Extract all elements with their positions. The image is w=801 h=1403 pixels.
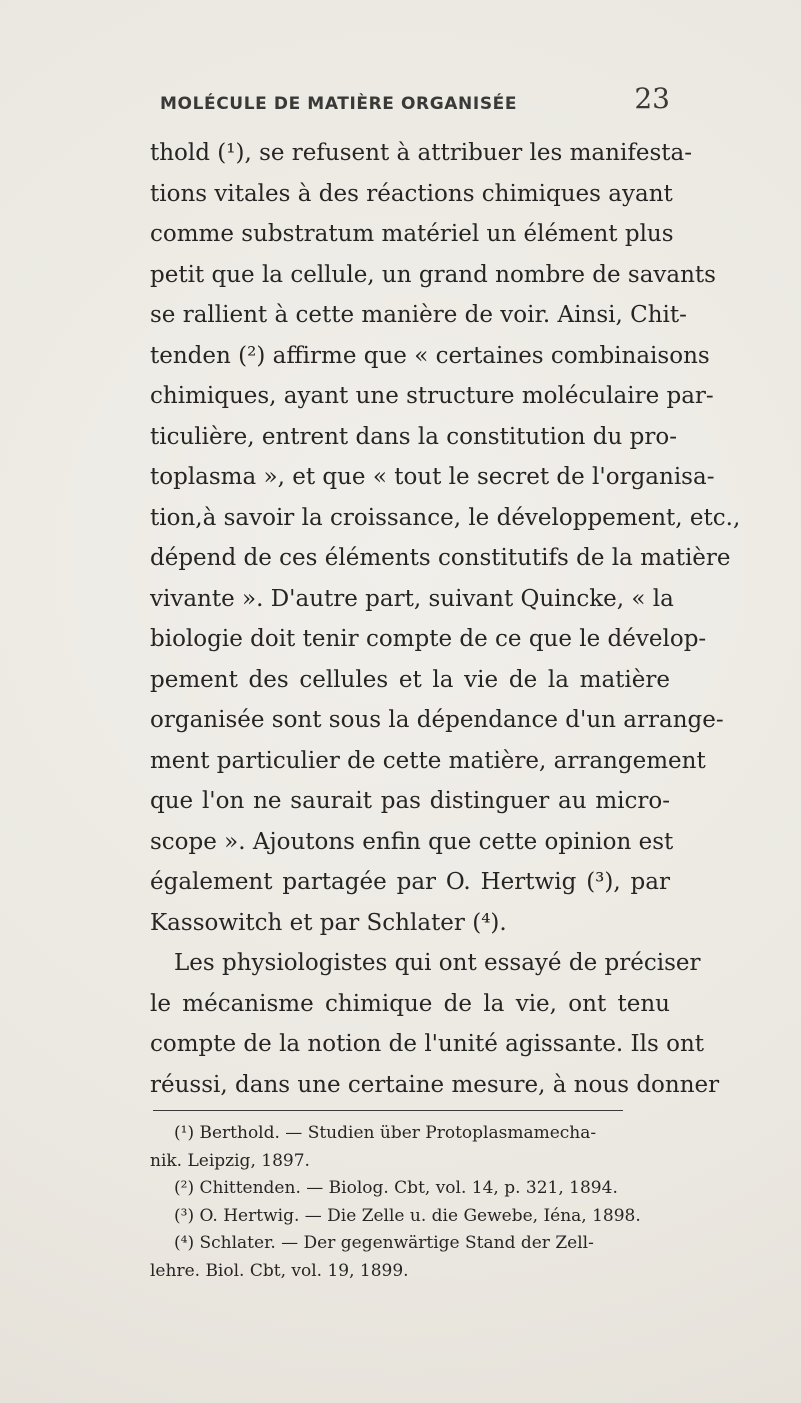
text-line: que l'on ne saurait pas distinguer au micro- — [150, 788, 670, 814]
text-line: scope ». Ajoutons enfin que cette opinion est — [150, 828, 674, 855]
text-line: vivante ». D'autre part, suivant Quincke, « la — [150, 585, 674, 612]
text-line: chimiques, ayant une structure moléculaire par- — [150, 383, 714, 409]
text-line: comme substratum matériel un élément plus — [150, 221, 674, 247]
text-line: toplasma », et que « tout le secret de l'organisa- — [150, 464, 715, 490]
footnote-1: (¹) Berthold. — Studien über Protoplasmamecha- — [174, 1123, 597, 1143]
body-text — [150, 133, 741, 1105]
footnotes — [150, 1120, 665, 1285]
footnote-divider — [153, 1110, 623, 1111]
text-line: pement des cellules et la vie de la matière — [150, 666, 670, 693]
footnote-3: (³) O. Hertwig. — Die Zelle u. die Gewebe, Iéna, 1898. — [174, 1205, 641, 1226]
text-line: Les physiologistes qui ont essayé de préciser — [174, 950, 701, 976]
text-line: ment particulier de cette matière, arrangement — [150, 747, 706, 774]
text-line: tions vitales à des réactions chimiques ayant — [150, 180, 673, 207]
text-line: également partagée par O. Hertwig (³), par — [150, 869, 670, 895]
footnote-2: (²) Chittenden. — Biolog. Cbt, vol. 14, p. 321, 1894. — [174, 1178, 618, 1198]
text-line: réussi, dans une certaine mesure, à nous donner — [150, 1071, 720, 1098]
page-number: 23 — [634, 82, 670, 115]
text-line: organisée sont sous la dépendance d'un arrange- — [150, 707, 724, 733]
text-line: le mécanisme chimique de la vie, ont tenu — [150, 990, 670, 1017]
text-line: tenden (²) affirme que « certaines combinaisons — [150, 342, 710, 369]
text-line: biologie doit tenir compte de ce que le dévelop- — [150, 626, 707, 652]
text-line: petit que la cellule, un grand nombre de savants — [150, 261, 716, 288]
footnote-4-continued: lehre. Biol. Cbt, vol. 19, 1899. — [150, 1260, 409, 1281]
page-header — [160, 80, 670, 120]
text-line: thold (¹), se refusent à attribuer les manifesta- — [150, 140, 692, 166]
text-line: Kassowitch et par Schlater (⁴). — [150, 909, 507, 936]
footnote-4: (⁴) Schlater. — Der gegenwärtige Stand der Zell- — [174, 1233, 594, 1253]
text-line: ticulière, entrent dans la constitution du pro- — [150, 423, 677, 450]
footnote-1-continued: nik. Leipzig, 1897. — [150, 1150, 310, 1171]
text-line: compte de la notion de l'unité agissante. Ils ont — [150, 1031, 705, 1057]
text-line: dépend de ces éléments constitutifs de la matière — [150, 545, 731, 571]
running-head: MOLÉCULE DE MATIÈRE ORGANISÉE — [160, 94, 518, 114]
text-line: tion,à savoir la croissance, le développement, etc., — [150, 504, 741, 531]
text-line: se rallient à cette manière de voir. Ainsi, Chit- — [150, 302, 687, 328]
